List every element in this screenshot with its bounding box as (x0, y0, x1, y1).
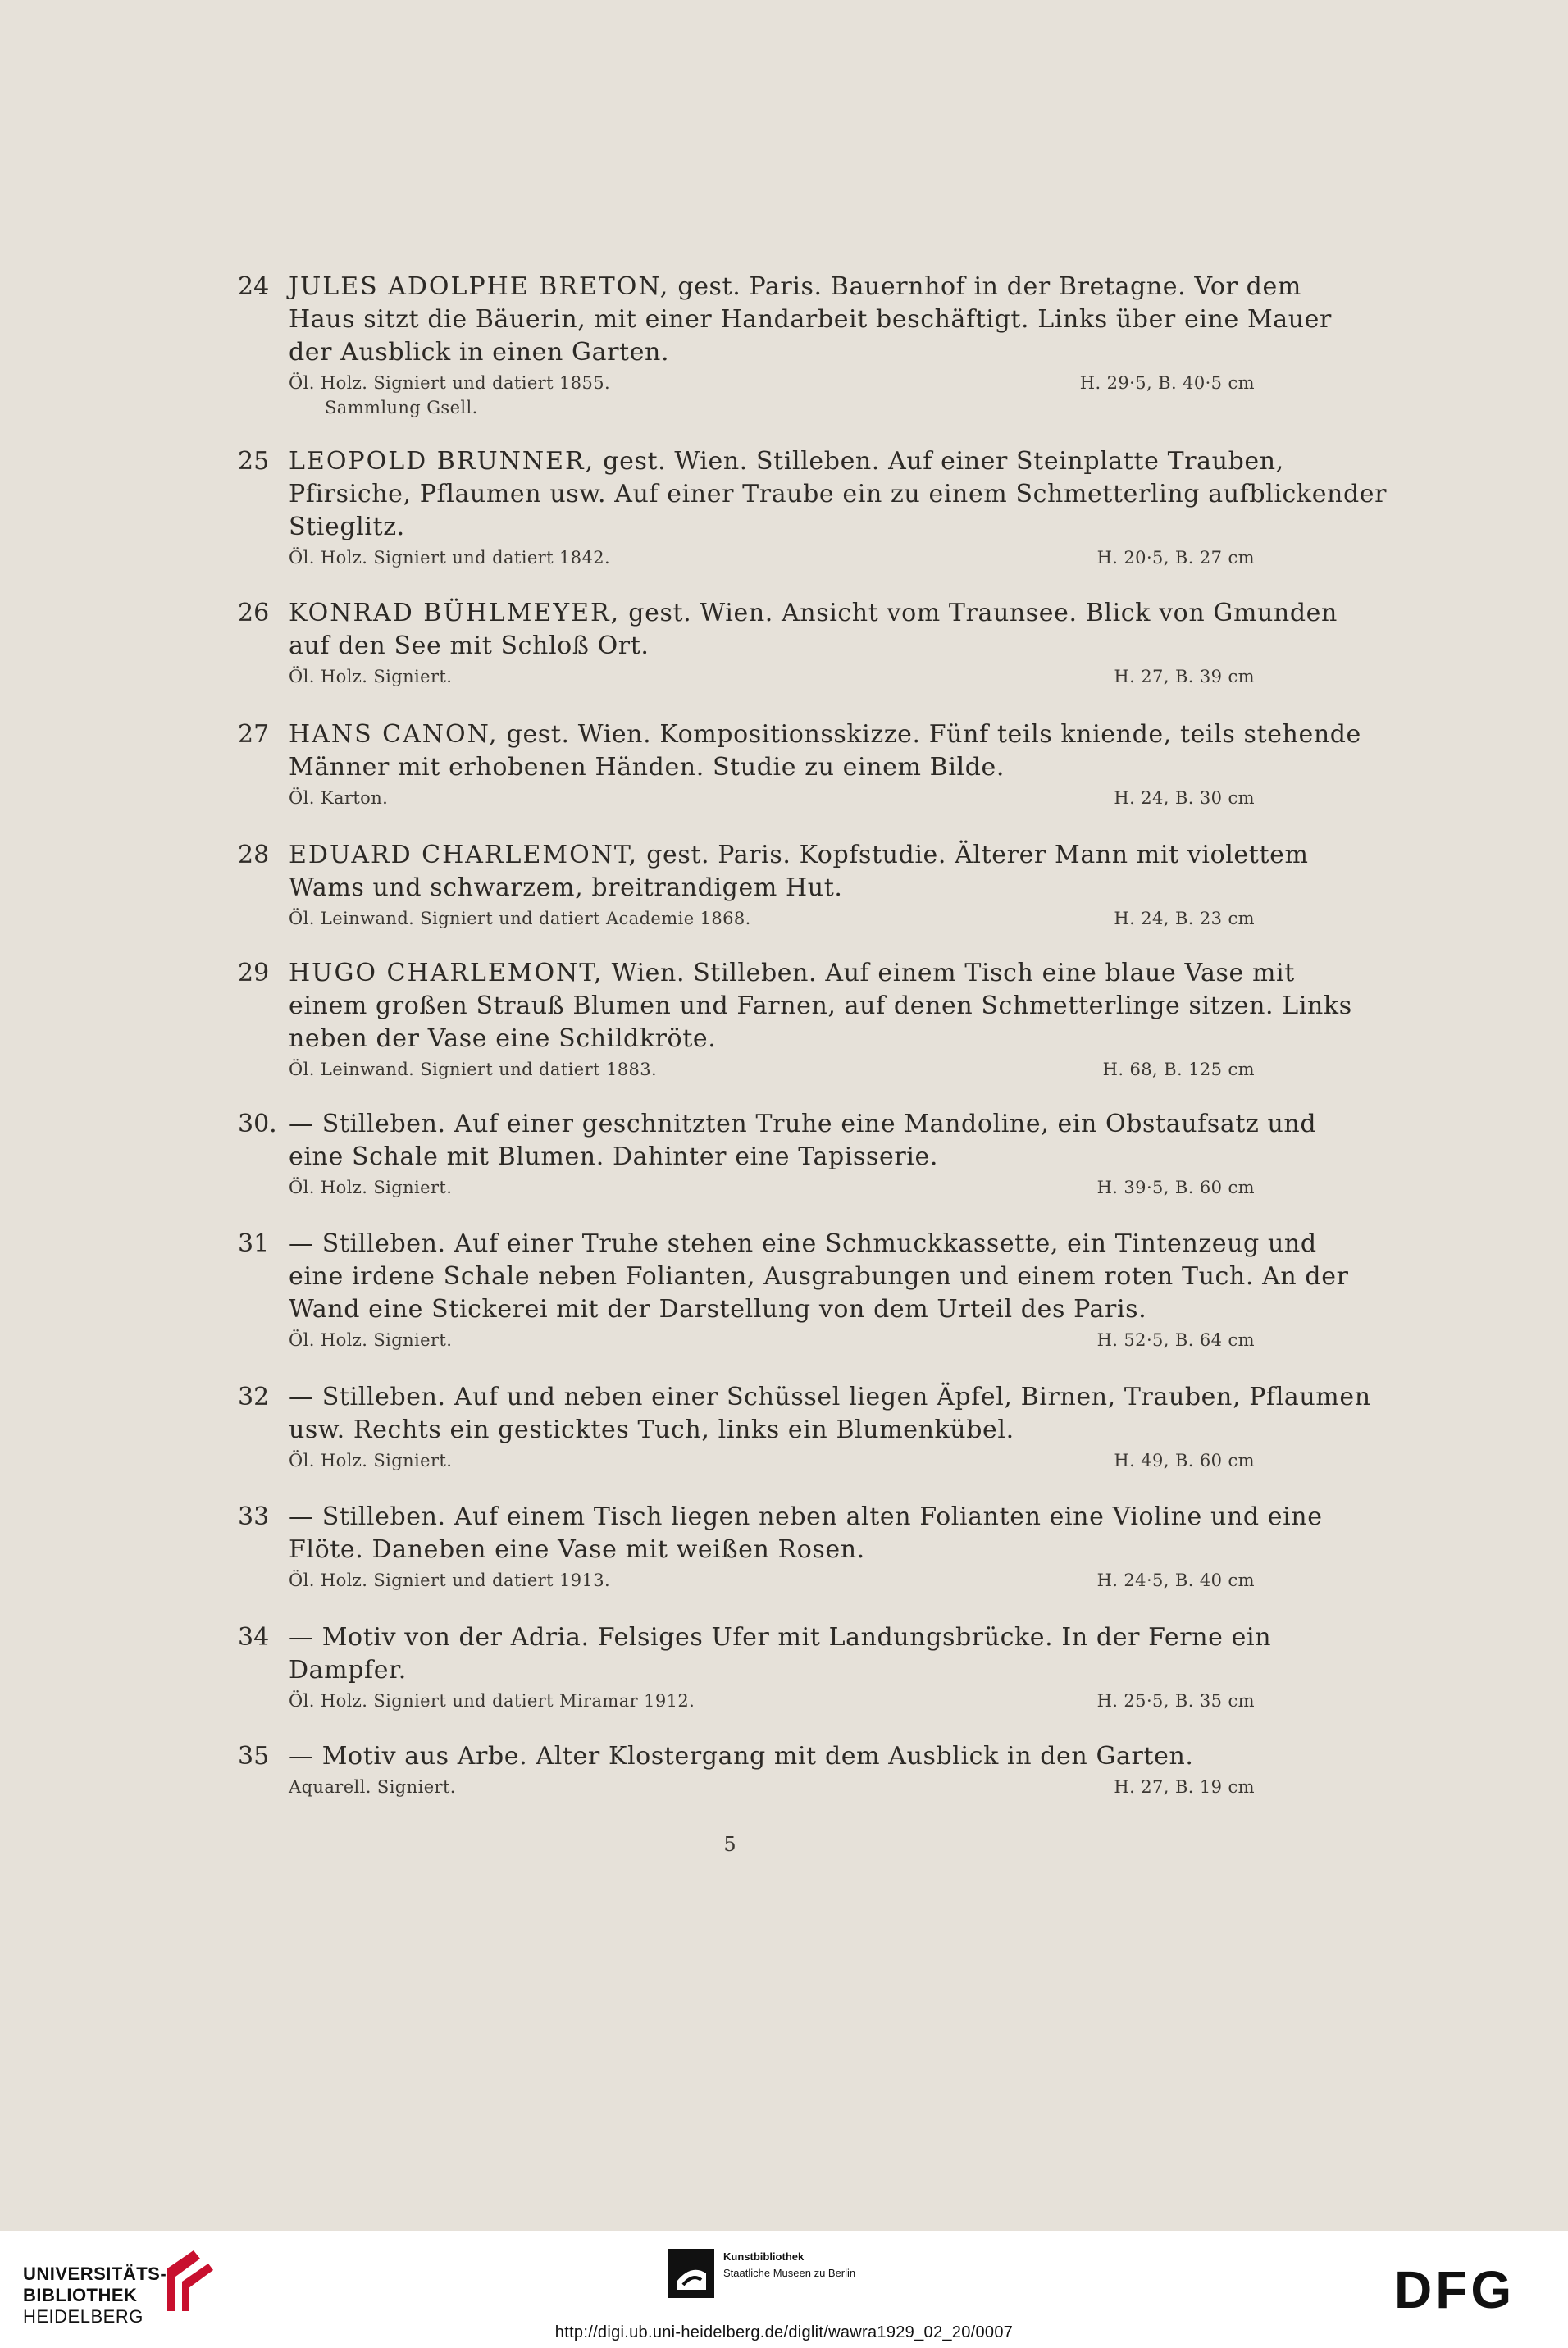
entry-number: 27 (238, 720, 270, 749)
entry-text-line: — Stilleben. Auf einer geschnitzten Truhe eine Mandoline, ein Obstaufsatz und (289, 1110, 1317, 1138)
entry-description: gest. Wien. Ansicht vom Traunsee. Blick von Gmunden (628, 599, 1338, 627)
entry-body (289, 1228, 1349, 1352)
dfg-logo[interactable] (1394, 2265, 1546, 2314)
entry-number: 35 (238, 1742, 270, 1771)
entry-text-line: Haus sitzt die Bäuerin, mit einer Handarbeit beschäftigt. Links über eine Mauer (289, 305, 1332, 334)
catalog-entry (238, 1740, 1255, 1799)
entry-description: Wien. Stilleben. Auf einem Tisch eine blaue Vase mit (611, 959, 1295, 987)
ub-logo-line3: HEIDELBERG (23, 2306, 144, 2327)
medium-info: Öl. Holz. Signiert. (289, 1451, 453, 1470)
entry-meta (289, 1568, 1255, 1593)
entry-body (289, 1501, 1323, 1593)
entry-description: gest. Wien. Stilleben. Auf einer Steinplatte Trauben, (603, 447, 1284, 476)
entry-number: 24 (238, 272, 270, 301)
entry-text-line: Stieglitz. (289, 513, 405, 541)
kunstbibliothek-text (723, 2249, 855, 2282)
dimensions: H. 24·5, B. 40 cm (1096, 1571, 1255, 1590)
entry-text-line: Flöte. Daneben eine Vase mit weißen Rosen. (289, 1535, 865, 1564)
ub-heidelberg-logo[interactable] (23, 2264, 166, 2327)
entry-meta (289, 1689, 1255, 1713)
medium-info: Öl. Holz. Signiert. (289, 1330, 453, 1350)
footer (0, 2231, 1568, 2348)
entry-number: 26 (238, 599, 270, 627)
dimensions: H. 27, B. 19 cm (1114, 1777, 1255, 1797)
catalog-entry (238, 1621, 1272, 1713)
entry-body (289, 1740, 1255, 1799)
entry-text-line (289, 445, 1284, 478)
artist-name: HUGO CHARLEMONT, (289, 959, 604, 987)
ub-logo-line2: BIBLIOTHEK (23, 2285, 138, 2305)
entry-text-line: — Stilleben. Auf und neben einer Schüssel liegen Äpfel, Birnen, Trauben, Pflaumen (289, 1383, 1371, 1411)
medium-info: Öl. Holz. Signiert und datiert 1855. (289, 373, 611, 393)
artist-name: HANS CANON, (289, 720, 499, 749)
medium-info: Öl. Holz. Signiert und datiert 1913. (289, 1571, 611, 1590)
kb-title: Kunstbibliothek (723, 2250, 805, 2263)
entry-number: 30. (238, 1110, 277, 1138)
entry-body (289, 597, 1338, 689)
kb-subtitle: Staatliche Museen zu Berlin (723, 2267, 856, 2279)
dimensions: H. 24, B. 23 cm (1114, 909, 1255, 928)
catalog-entry (238, 445, 1388, 570)
entry-text-line (289, 718, 1361, 751)
medium-info: Öl. Karton. (289, 788, 389, 808)
entry-meta (289, 906, 1255, 931)
medium-info: Öl. Holz. Signiert und datiert Miramar 1912. (289, 1691, 695, 1711)
entry-number: 28 (238, 841, 270, 869)
entry-text-line (289, 597, 1338, 630)
entry-number: 33 (238, 1502, 270, 1531)
page-number: 5 (723, 1833, 736, 1856)
dimensions: H. 20·5, B. 27 cm (1096, 548, 1255, 568)
medium-info: Öl. Holz. Signiert. (289, 1178, 453, 1197)
entry-number: 32 (238, 1383, 270, 1411)
dfg-logo-text: DFG (1394, 2265, 1516, 2314)
entry-text-line: eine irdene Schale neben Folianten, Ausgrabungen und einem roten Tuch. An der (289, 1262, 1349, 1291)
artist-name: EDUARD CHARLEMONT, (289, 841, 639, 869)
entry-number: 25 (238, 447, 270, 476)
entry-text-line: eine Schale mit Blumen. Dahinter eine Tapisserie. (289, 1142, 938, 1171)
entry-meta (289, 1775, 1255, 1799)
provenance: Sammlung Gsell. (325, 398, 478, 417)
entry-text-line: auf den See mit Schloß Ort. (289, 631, 650, 660)
entry-body (289, 718, 1361, 810)
entry-body (289, 271, 1332, 420)
medium-info: Öl. Holz. Signiert. (289, 667, 453, 686)
catalog-entry (238, 1381, 1371, 1473)
artist-name: KONRAD BÜHLMEYER, (289, 599, 621, 627)
entry-body (289, 1381, 1371, 1473)
entry-body (289, 1621, 1272, 1713)
dimensions: H. 49, B. 60 cm (1114, 1451, 1255, 1470)
entry-text-line: neben der Vase eine Schildkröte. (289, 1024, 717, 1053)
dimensions: H. 52·5, B. 64 cm (1096, 1330, 1255, 1350)
dimensions: H. 25·5, B. 35 cm (1096, 1691, 1255, 1711)
entry-text-line: usw. Rechts ein gesticktes Tuch, links ein Blumenkübel. (289, 1416, 1014, 1444)
entry-text-line (289, 271, 1301, 303)
medium-info: Öl. Leinwand. Signiert und datiert 1883. (289, 1060, 658, 1079)
entry-text-line: — Stilleben. Auf einer Truhe stehen eine Schmuckkassette, ein Tintenzeug und (289, 1229, 1317, 1258)
entry-description: gest. Wien. Kompositionsskizze. Fünf teils kniende, teils stehende (506, 720, 1361, 749)
medium-info: Öl. Holz. Signiert und datiert 1842. (289, 548, 611, 568)
source-url[interactable]: http://digi.ub.uni-heidelberg.de/diglit/wawra1929_02_20/0007 (554, 2323, 1014, 2341)
entry-text-line: Männer mit erhobenen Händen. Studie zu einem Bilde. (289, 753, 1005, 782)
catalog-entry (238, 718, 1361, 810)
entry-text-line (289, 839, 1309, 872)
entry-number: 31 (238, 1229, 270, 1258)
entry-meta (289, 1328, 1255, 1352)
ub-logo-line1: UNIVERSITÄTS- (23, 2264, 167, 2284)
entry-text-line: der Ausblick in einen Garten. (289, 338, 670, 367)
entry-meta (289, 545, 1255, 570)
dimensions: H. 27, B. 39 cm (1114, 667, 1255, 686)
entry-number: 29 (238, 959, 270, 987)
artist-name: LEOPOLD BRUNNER, (289, 447, 595, 476)
ub-logo-icon (161, 2244, 218, 2318)
entry-text-line: — Motiv aus Arbe. Alter Klostergang mit dem Ausblick in den Garten. (289, 1742, 1194, 1771)
entry-meta (289, 1448, 1255, 1473)
catalog-entry (238, 597, 1338, 689)
dimensions: H. 68, B. 125 cm (1102, 1060, 1255, 1079)
catalog-entry (238, 1108, 1317, 1200)
catalog-entry (238, 1228, 1349, 1352)
entry-number: 34 (238, 1623, 270, 1652)
entry-description: gest. Paris. Bauernhof in der Bretagne. Vor dem (677, 272, 1301, 301)
entry-body (289, 839, 1309, 931)
medium-info: Öl. Leinwand. Signiert und datiert Academie 1868. (289, 909, 751, 928)
dimensions: H. 29·5, B. 40·5 cm (1079, 373, 1255, 393)
kunstbibliothek-logo-icon[interactable] (668, 2249, 714, 2298)
entry-body (289, 1108, 1317, 1200)
entry-body (289, 445, 1388, 570)
entry-description: gest. Paris. Kopfstudie. Älterer Mann mit violettem (646, 841, 1309, 869)
catalog-entry (238, 1501, 1323, 1593)
entry-text-line: einem großen Strauß Blumen und Farnen, auf denen Schmetterlinge sitzen. Links (289, 992, 1352, 1020)
entry-body (289, 957, 1352, 1082)
dimensions: H. 24, B. 30 cm (1114, 788, 1255, 808)
entry-text-line: Wams und schwarzem, breitrandigem Hut. (289, 873, 843, 902)
entry-meta (289, 786, 1255, 810)
entry-text-line (289, 957, 1295, 990)
entry-text-line: — Motiv von der Adria. Felsiges Ufer mit Landungsbrücke. In der Ferne ein (289, 1623, 1272, 1652)
entry-meta (289, 664, 1255, 689)
artist-name: JULES ADOLPHE BRETON, (289, 272, 670, 301)
catalog-entry (238, 957, 1352, 1082)
catalog-entry (238, 839, 1309, 931)
entry-text-line: Dampfer. (289, 1656, 407, 1685)
entry-meta (289, 1057, 1255, 1082)
entry-text-line: Wand eine Stickerei mit der Darstellung von dem Urteil des Paris. (289, 1295, 1147, 1324)
catalog-entry (238, 271, 1332, 420)
medium-info: Aquarell. Signiert. (289, 1777, 456, 1797)
entry-meta (289, 371, 1255, 395)
dimensions: H. 39·5, B. 60 cm (1096, 1178, 1255, 1197)
entry-text-line: — Stilleben. Auf einem Tisch liegen neben alten Folianten eine Violine und eine (289, 1502, 1323, 1531)
entry-text-line: Pfirsiche, Pflaumen usw. Auf einer Traube ein zu einem Schmetterling aufblickender (289, 480, 1388, 508)
entry-meta (289, 1175, 1255, 1200)
